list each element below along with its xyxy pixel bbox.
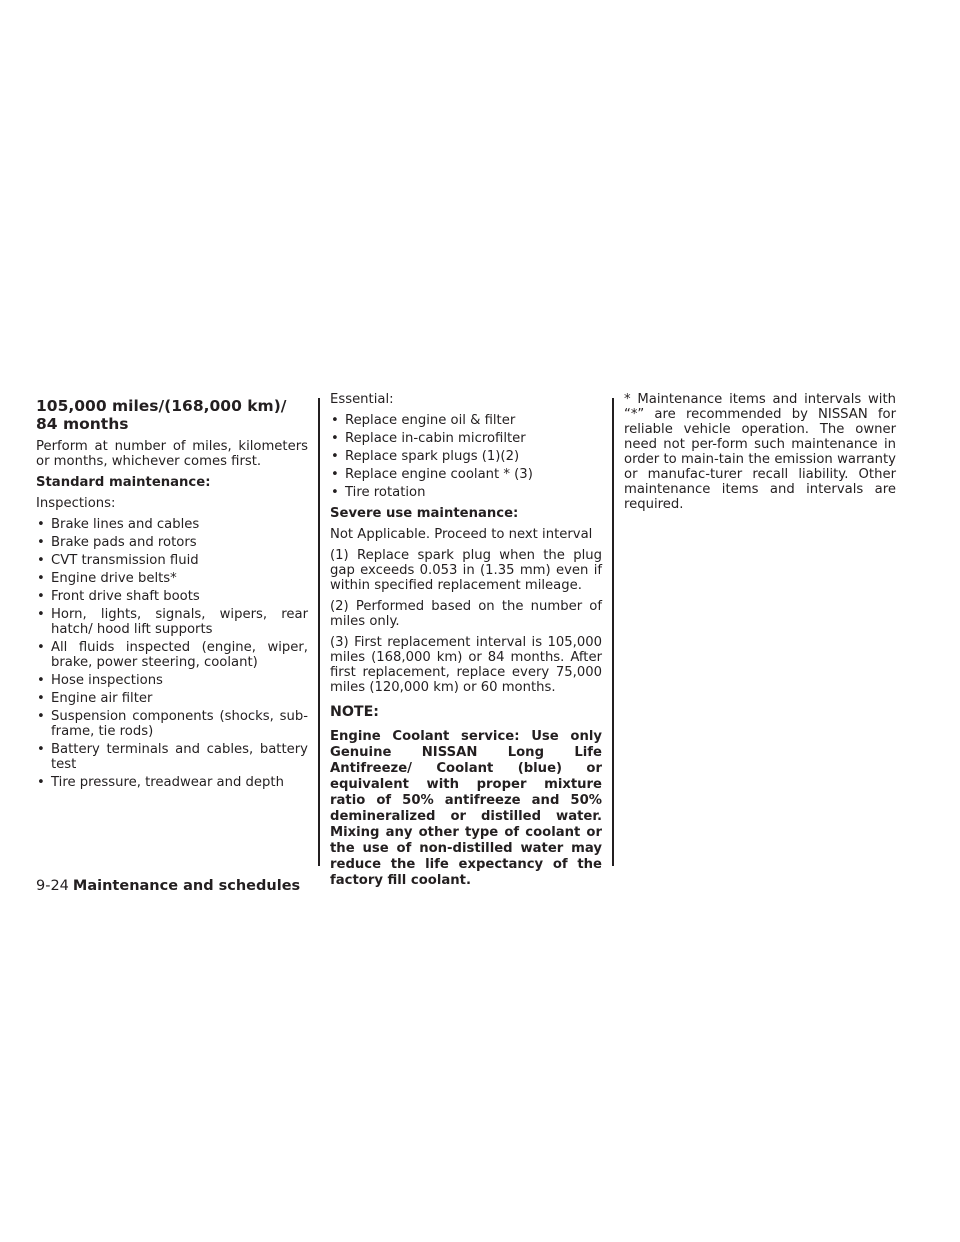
essential-list [330,413,602,500]
list-item: • Brake pads and rotors [36,535,308,550]
list-item: • Engine air filter [36,691,308,706]
column-divider [318,398,320,866]
list-item: • Tire pressure, treadwear and depth [36,775,308,790]
coolant-note: Engine Coolant service: Use only Genuine NISSAN Long Life Antifreeze/ Coolant (blue) or equivalent with proper mixture ratio of 50% antifreeze and 50% demineralized or distilled water. Mixing any other type of coolant or the use of non-distilled water may reduce the life expectancy of the factory fill coolant. [330,729,602,888]
footnote-3: (3) First replacement interval is 105,000 miles (168,000 km) or 84 months. After first replacement, replace every 75,000 miles (120,000 km) or 60 months. [330,635,602,695]
page-footer [36,877,300,895]
essential-label: Essential: [330,392,394,407]
inspections-list [36,517,308,790]
list-item: • All fluids inspected (engine, wiper, brake, power steering, coolant) [36,640,308,670]
section-heading [36,397,308,433]
list-item: • Replace spark plugs (1)(2) [330,449,602,464]
heading-line-2: 84 months [36,415,129,433]
inspections-label: Inspections: [36,496,116,511]
list-item: • Brake lines and cables [36,517,308,532]
note-title: NOTE: [330,704,379,720]
intro-text: Perform at number of miles, kilometers or months, whichever comes first. [36,439,308,469]
list-item: • Suspension components (shocks, sub-frame, tie rods) [36,709,308,739]
list-item: • Horn, lights, signals, wipers, rear hatch/ hood lift supports [36,607,308,637]
standard-maintenance-label: Standard maintenance: [36,475,211,490]
list-item: • Front drive shaft boots [36,589,308,604]
severe-use-text: Not Applicable. Proceed to next interval [330,527,593,542]
asterisk-note: * Maintenance items and intervals with “*” are recommended by NISSAN for reliable vehicle operation. The owner need not per-form such maintenance in order to main-tain the emission warranty or manufac-turer recall liability. Other maintenance items and intervals are required. [624,392,896,512]
footnote-2: (2) Performed based on the number of miles only. [330,599,602,629]
column-1 [36,392,308,793]
list-item: • Battery terminals and cables, battery test [36,742,308,772]
list-item: • Replace in-cabin microfilter [330,431,602,446]
section-title: Maintenance and schedules [72,878,301,894]
footnote-1: (1) Replace spark plug when the plug gap exceeds 0.053 in (1.35 mm) even if within specified replacement mileage. [330,548,602,593]
column-2 [330,392,602,889]
column-divider [612,398,614,866]
page-number: 9-24 [36,878,69,894]
list-item: • Tire rotation [330,485,602,500]
heading-line-1: 105,000 miles/(168,000 km)/ [36,397,287,415]
list-item: • Replace engine coolant * (3) [330,467,602,482]
column-3 [624,392,896,518]
list-item: • Engine drive belts* [36,571,308,586]
severe-use-label: Severe use maintenance: [330,506,519,521]
list-item: • CVT transmission fluid [36,553,308,568]
list-item: • Hose inspections [36,673,308,688]
list-item: • Replace engine oil & filter [330,413,602,428]
